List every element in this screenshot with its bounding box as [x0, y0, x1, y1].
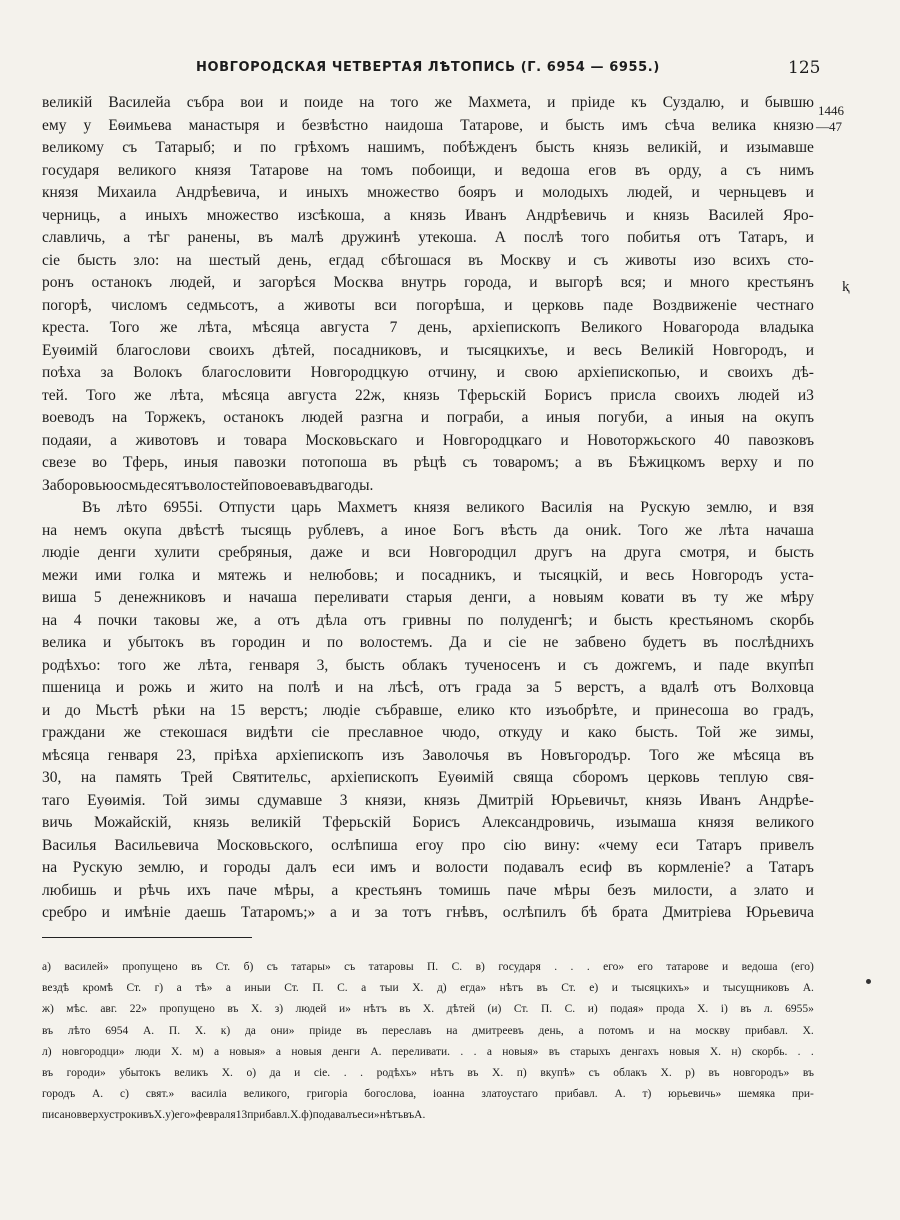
text-line: Въ лѣто 6955і. Отпусти царь Махметъ князя великого Василія на Рускую землю, и взя	[82, 499, 814, 516]
text-line: на 4 почки таковы же, а отъ дѣла отъ гривны по полуденгѣ; и бысть крестьяномъ скорбь	[42, 611, 814, 629]
footnote-line: городъ А. с) свят.» василіа великого, григоріа богослова, іоанна златоустаго прибавл. А. т) юрьевичь» шемяка при-	[42, 1088, 814, 1101]
text-line: виша 5 денежниковъ и начаша переливати старыя денги, а новыям ковати въ ту же мѣру	[42, 589, 814, 606]
text-line: 30, на память Трей Святительс, архіепископъ Еуѳимій свяща сборомъ церковь теплую свя-	[42, 769, 814, 786]
text-line: велика и убытокъ въ городин и по волостемъ. Да и сіе не забвено будетъ въ послѣднихъ	[42, 634, 814, 651]
text-line: креста. Того же лѣта, мѣсяца августа 7 день, архіепископъ Великого Новагорода владыка	[42, 319, 814, 336]
text-line: любишь и рѣчь ихъ паче мѣры, а крестьянъ томишь паче мѣры безъ милости, а злато и	[42, 881, 814, 899]
text-line: свезе во Тферь, иныя павозки потопоша въ рѣцѣ съ товаромъ; а въ Бѣжицкомъ верху и по	[42, 454, 814, 471]
text-line: на немъ окупа двѣстѣ тысящь рублевъ, а иное Богъ вѣсть да ониk. Того же лѣта начаша	[42, 521, 814, 539]
text-line: поѣха за Волокъ благословити Новгородцкую отчину, и свою архіепископью, и своихъ дѣ-	[42, 364, 814, 381]
text-line: пшеница и рожь и жито на полѣ и на лѣсѣ, отъ града за 5 верстъ, а вдалѣ отъ Волховца	[42, 679, 814, 696]
text-line: черниць, а иныхъ множество изсѣкоша, а князь Иванъ Андрѣевичь и князь Василей Яро-	[42, 206, 814, 224]
footnote-line: въ городи» убытокъ великъ Х. о) да и сіе. . . родѣхъ» нѣтъ въ Х. п) вкупѣ» съ облакъ Х. р) въ новгородъ» въ	[42, 1066, 814, 1079]
text-line: государя великого князя Татарове на томъ побоищи, и ведоша егов въ орду, а съ нимъ	[42, 161, 814, 179]
main-text	[42, 92, 814, 925]
text-line: князя Михаила Андрѣевича, и иныхъ множество бояръ и молодыхъ людей, и черньцевъ и	[42, 184, 814, 201]
margin-dot	[866, 979, 871, 984]
chronicle-title: НОВГОРОДСКАЯ ЧЕТВЕРТАЯ ЛѢТОПИСЬ (Г. 6954 — 6955.)	[196, 60, 660, 75]
page-number: 125	[788, 58, 821, 78]
text-line: граждани же стекошася видѣти сіе преславное чюдо, откуду и како бысть. Той же зимы,	[42, 724, 814, 741]
text-line: на Рускую землю, и городы далъ еси имъ и волости подавалъ есиф въ кормленіе? а Татаръ	[42, 859, 814, 876]
text-line: славличь, а тѣг ранены, въ малѣ дружинѣ утекоша. А послѣ того побитья отъ Татаръ, и	[42, 229, 814, 246]
text-line: ему у Еѳимьева манастыря и безвѣстно наидоша Татарове, и бысть имъ сѣча велика князю	[42, 116, 814, 134]
text-line: Василья Васильевича Московьского, ослѣпиша егоу про сію вину: «чему еси Татаръ привелъ	[42, 836, 814, 854]
text-line: тей. Того же лѣта, мѣсяца августа 22ж, князь Тферьскій Борисъ присла своихъ людей и3	[42, 386, 814, 404]
text-line: родѣхъо: того же лѣта, генваря 3, бысть облакъ тученосенъ и съ дожгемъ, и паде вкупѣп	[42, 656, 814, 674]
text-line: сребро и имѣніе даешь Татаромъ;» а и за тотъ гнѣвъ, ослѣпилъ бѣ брата Дмитріева Юрьевича	[42, 904, 814, 921]
margin-year-47: —47	[816, 119, 842, 134]
text-line: мѣсяца генваря 23, пріѣха архіепископъ изъ Заволочья въ Новъгородър. Того же мѣсяца въ	[42, 746, 814, 764]
text-line: сіе бысть зло: на шестый день, егдад сбѣгошася въ Москву и съ животы изо всихъ сто-	[42, 251, 814, 269]
footnote-separator	[42, 937, 252, 938]
footnote-line: писано вверху строки въ Х. у) его» февраля 13 прибавл. Х. ф) подавалъ еси» нѣтъ въ А.	[42, 1109, 426, 1122]
text-line: подаяи, а животовъ и товара Московьскаго и Новгородцкаго и Новоторжьского 40 павозковъ	[42, 431, 814, 449]
text-line: Еуѳимій благослови своихъ дѣтей, посадниковъ, и тысяцкихъе, и весь Великій Новгородъ, и	[42, 341, 814, 359]
footnotes	[42, 957, 814, 1127]
footnote-line: а) василей» пропущено въ Ст. б) съ татары» съ татаровы П. С. в) государя . . . его» его татарове и ведоша (его)	[42, 961, 814, 973]
text-line: людіе денги хулити сребряныя, даже и вси Новгородцил другъ на друга смотря, и бысть	[42, 544, 814, 561]
text-line: Заборовью осмьдесятъ волостей повоева въ два годы.	[42, 476, 374, 494]
footnote-line: ж) мѣс. авг. 22» пропущено въ Х. з) людей и» нѣтъ въ Х. дѣтей (и) Ст. П. С. и) подая» прода Х. і) въ л. 6955»	[42, 1003, 814, 1016]
footnote-line: въ лѣто 6954 А. П. Х. к) да они» пріиде въ переславъ на дмитреевъ день, а потомъ и на москву прибавл. Х.	[42, 1024, 814, 1037]
footnote-line: вездѣ кромѣ Ст. г) а тѣ» а иныи Ст. П. С. а тыи Х. д) егда» нѣтъ въ Ст. е) и тысяцкихъ» и тысущниковъ А.	[42, 982, 814, 995]
margin-year-1446: 1446	[818, 103, 844, 118]
text-line: великому съ Татарыб; и по грѣхомъ нашимъ, побѣжденъ бысть князь великій, и изымавше	[42, 139, 814, 156]
text-line: таго Еуѳимія. Той зимы сдумавше 3 князи, князь Дмитрій Юрьевичьт, князь Иванъ Андрѣе-	[42, 791, 814, 809]
text-line: воеводъ на Торжекъ, останокъ людей разгна и пограби, а иныя погуби, а иныя на окупъ	[42, 409, 814, 426]
text-line: межи ими голка и мятежь и нелюбовь; и посадникъ, и тысяцкій, и весь Новгородъ уста-	[42, 566, 814, 584]
margin-mark: ⱪ	[842, 279, 850, 295]
text-line: погорѣ, числомъ седмьсотъ, а животы вси погорѣша, и церковь паде Воздвиженіе честнаго	[42, 296, 814, 314]
text-line: великій Василейа събра вои и поиде на того же Махмета, и пріиде къ Суздалю, и бывшю	[42, 94, 814, 111]
text-line: вичь Можайскій, князь великій Тферьскій Борисъ Александровичь, изымаша князя великого	[42, 814, 814, 831]
text-line: и до Мьстѣ рѣки на 15 верстъ; людіе събравше, елико кто изъобрѣте, и принесоша во градъ,	[42, 701, 814, 719]
running-header	[0, 52, 900, 82]
footnote-line: л) новгородци» люди Х. м) а новыя» а новыя денги А. переливати. . . а новыя» въ старыхъ денгахъ новыя Х. н) скорбь. . .	[42, 1045, 814, 1058]
text-line: ронъ останокъ людей, и загорѣся Москва внутрь города, и выгорѣ вся; и много крестьянъ	[42, 274, 814, 291]
